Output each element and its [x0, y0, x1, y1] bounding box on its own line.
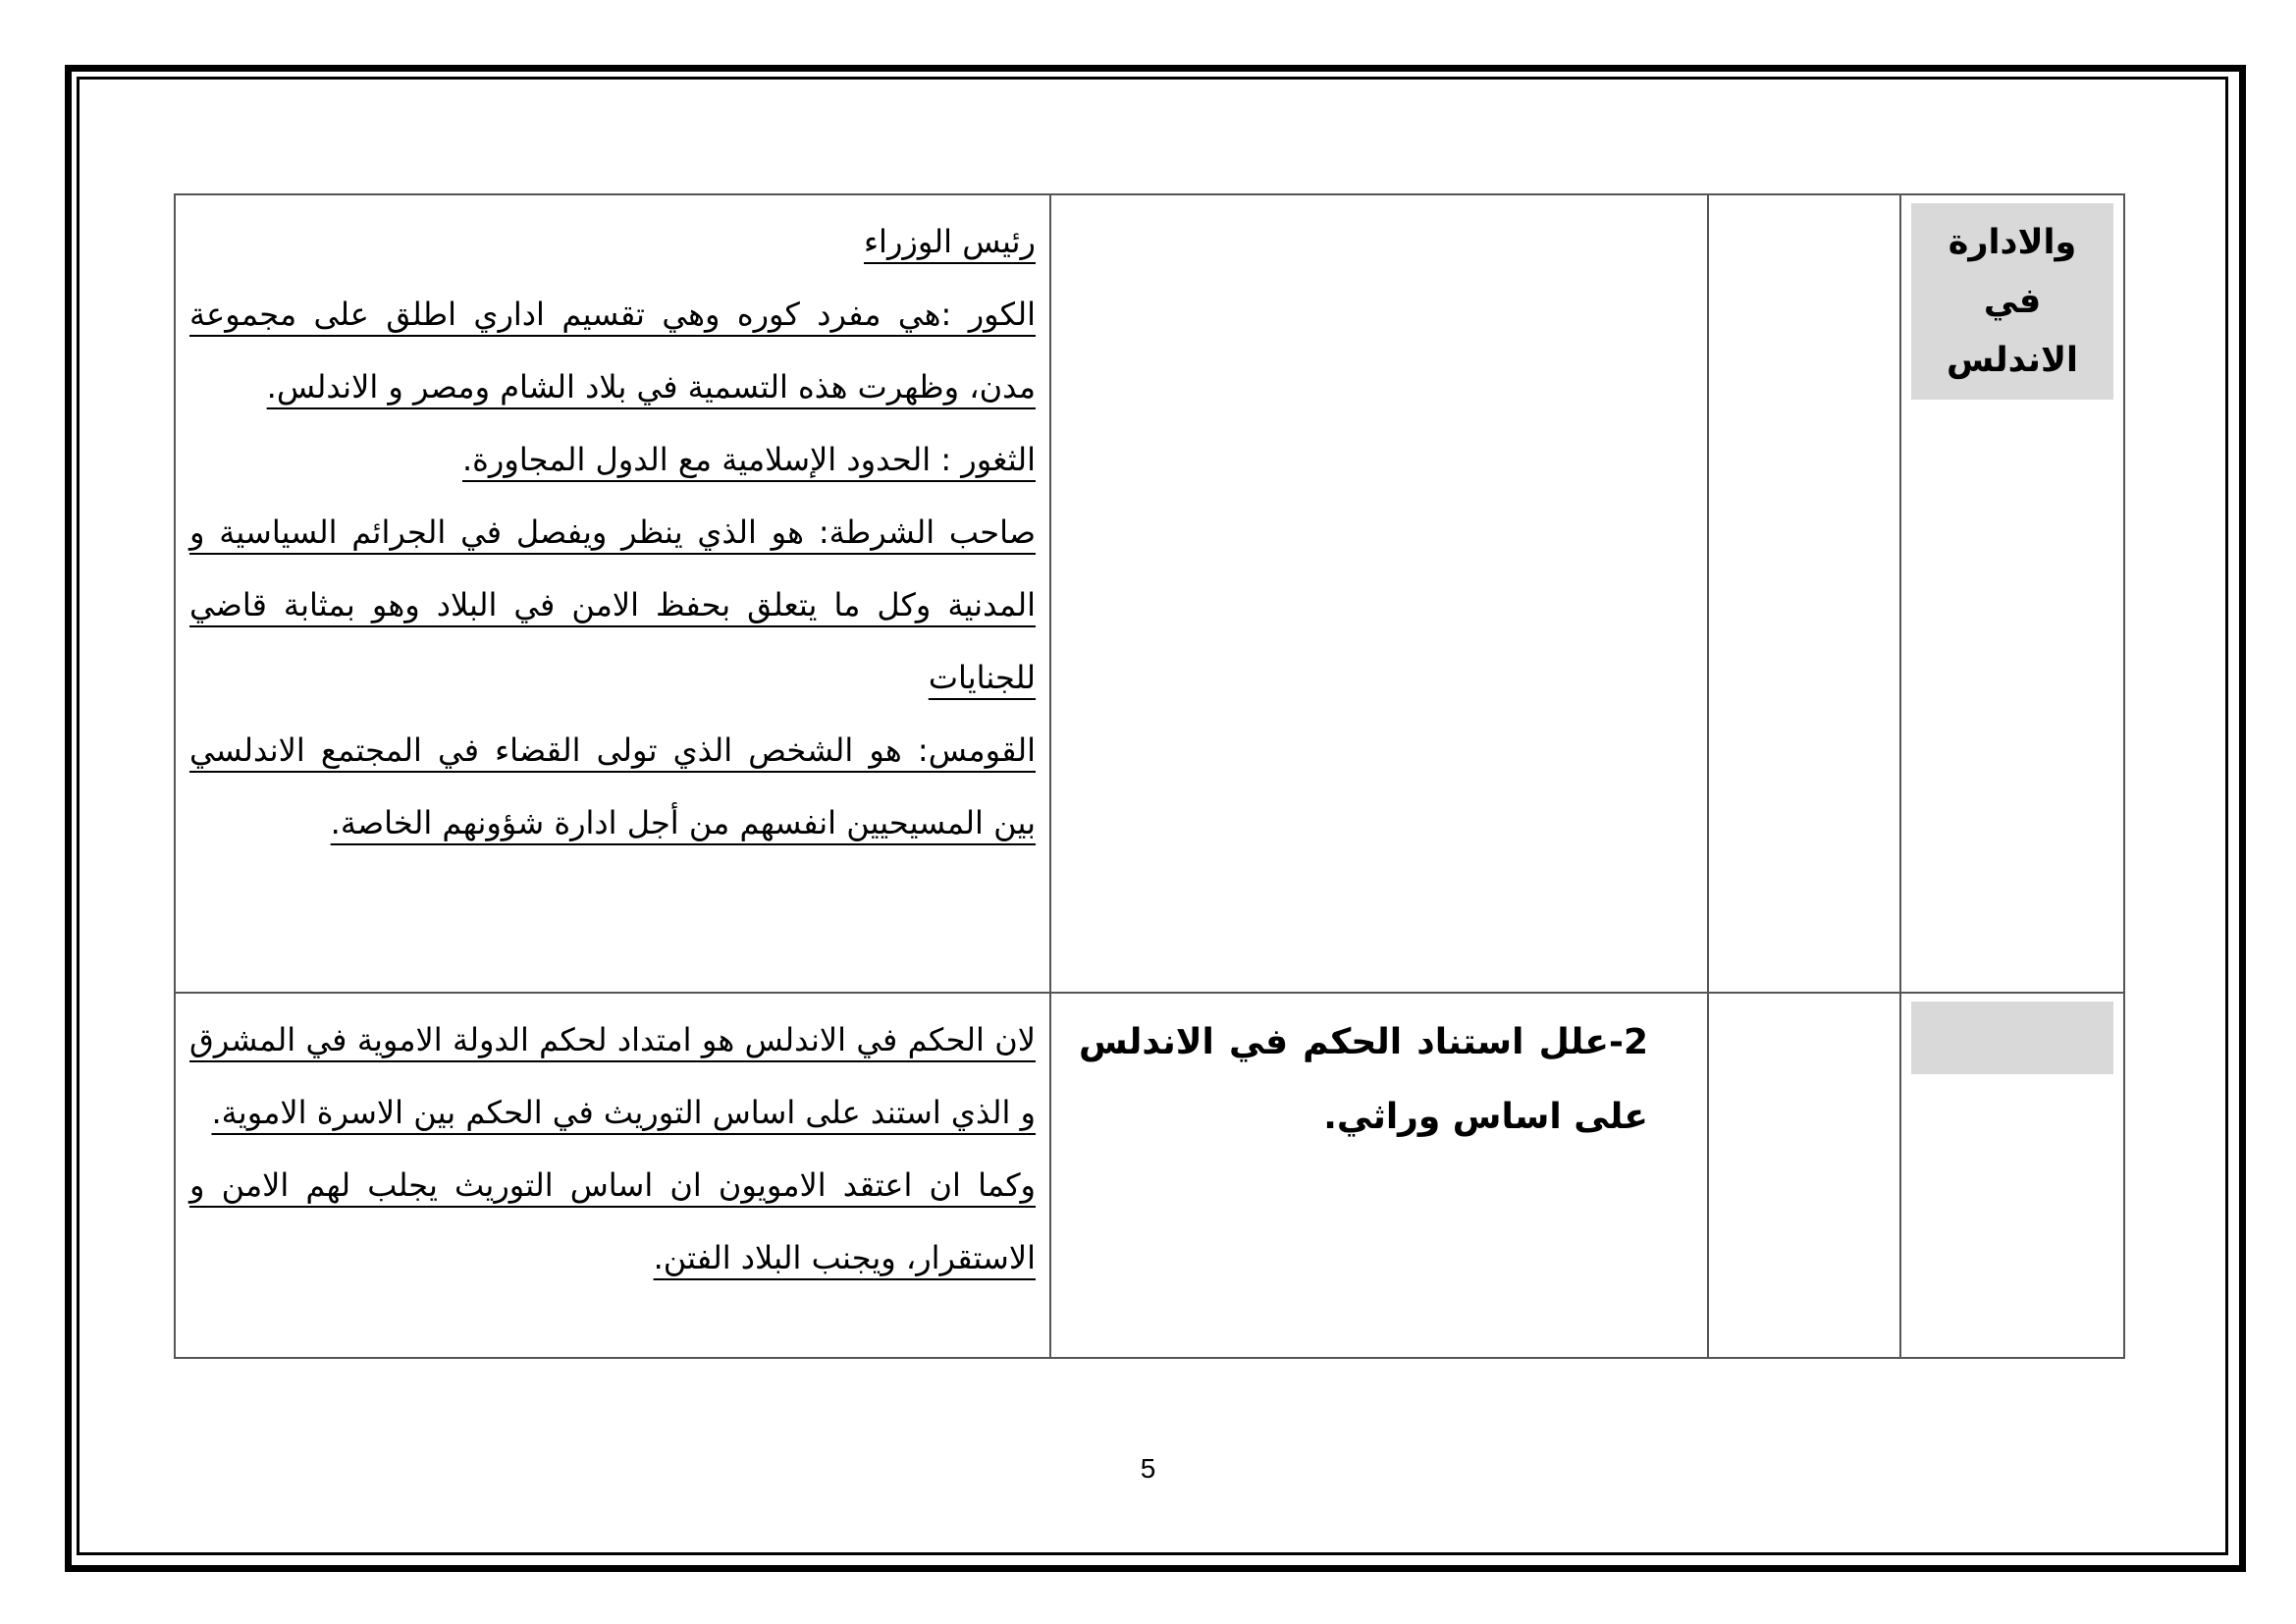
answer-line: رئيس الوزراء: [864, 223, 1036, 260]
table-row: [175, 194, 2124, 993]
topic-label: [1911, 1001, 2113, 1074]
answer-cell: [175, 993, 1050, 1358]
answer-cell: [175, 194, 1050, 993]
answer-line: القومس: هو الشخص الذي تولى القضاء في المجتمع الاندلسي بين المسيحيين انفسهم من أجل ادارة شؤونهم الخاصة.: [189, 731, 1036, 841]
answer-line: وكما ان اعتقد الامويون ان اساس التوريث يجلب لهم الامن و الاستقرار، ويجنب البلاد الفتن.: [189, 1166, 1036, 1276]
question-text: 2-علل استناد الحكم في الاندلس على اساس وراثي.: [1079, 1022, 1648, 1137]
answer-line: صاحب الشرطة: هو الذي ينظر ويفصل في الجرائم السياسية و المدنية وكل ما يتعلق بحفظ الامن في البلاد وهو بمثابة قاضي للجنايات: [189, 514, 1036, 696]
page-number: 5: [1140, 1453, 1156, 1484]
table-row: [175, 993, 2124, 1358]
answer-line: الثغور : الحدود الإسلامية مع الدول المجاورة.: [461, 441, 1036, 478]
question-cell: [1050, 194, 1708, 993]
answer-block: [176, 195, 1049, 859]
content-table: [174, 193, 2125, 1359]
answer-line: لان الحكم في الاندلس هو امتداد لحكم الدولة الاموية في المشرق و الذي استند على اساس التوريث في الحكم بين الاسرة الاموية.: [189, 1021, 1036, 1131]
empty-cell: [1708, 993, 1900, 1358]
topic-cell: [1900, 993, 2124, 1358]
question-text: [1051, 195, 1707, 207]
question-cell: [1050, 993, 1708, 1358]
answer-block: [176, 994, 1049, 1294]
topic-label: والادارة في الاندلس: [1911, 203, 2113, 400]
topic-cell: [1900, 194, 2124, 993]
empty-cell: [1708, 194, 1900, 993]
answer-line: الكور :هي مفرد كوره وهي تقسيم اداري اطلق على مجموعة مدن، وظهرت هذه التسمية في بلاد الشام ومصر و الاندلس.: [189, 296, 1036, 406]
